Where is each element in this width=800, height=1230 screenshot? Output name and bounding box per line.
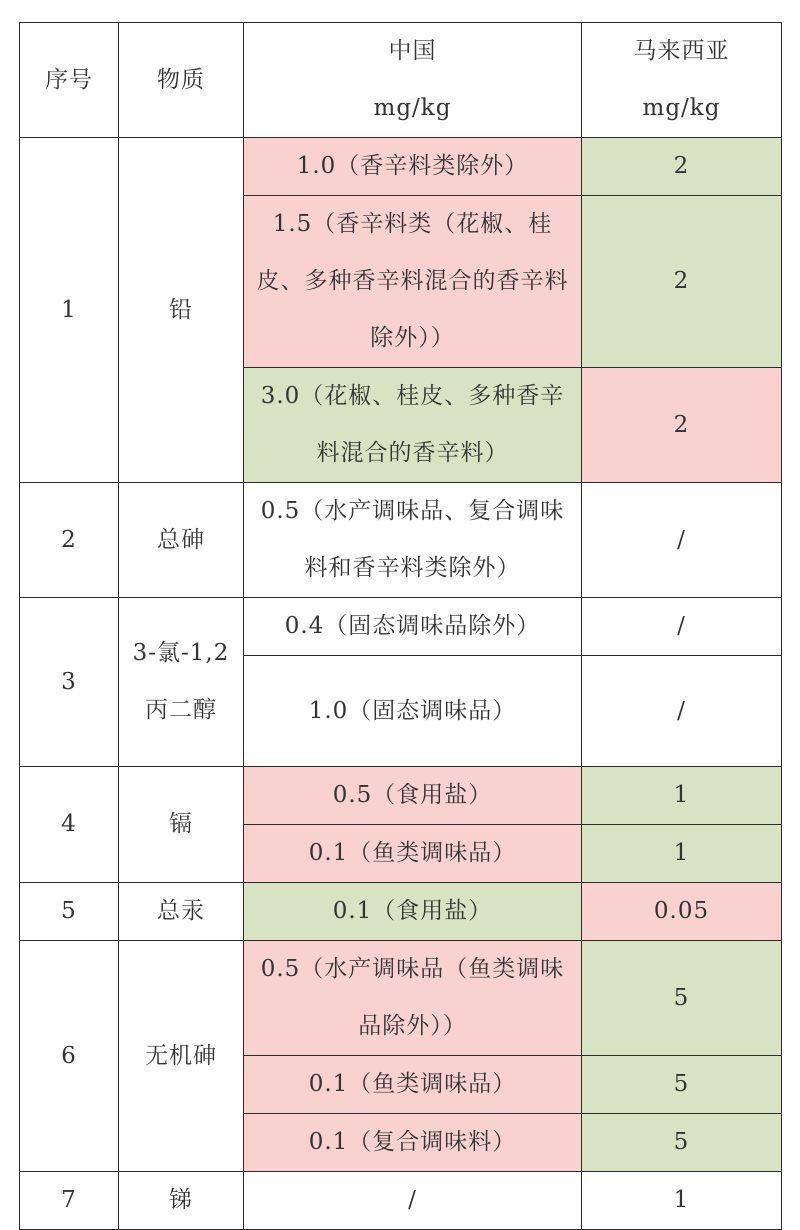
row-substance: 3-氯-1,2丙二醇: [119, 598, 244, 767]
header-china-unit: mg/kg: [373, 95, 452, 121]
row-substance: 铅: [119, 138, 244, 483]
table-wrapper: [19, 22, 782, 1230]
row-index: 4: [20, 767, 119, 883]
row-index: 7: [20, 1172, 119, 1230]
header-malaysia: [582, 23, 782, 138]
table-row: [20, 941, 782, 1056]
row-index: 2: [20, 483, 119, 598]
header-malaysia-unit: mg/kg: [642, 95, 721, 121]
table-row: [20, 138, 782, 196]
row-index: 5: [20, 883, 119, 941]
header-substance: 物质: [119, 23, 244, 138]
malaysia-limit-cell: 5: [582, 1056, 782, 1114]
header-china: [244, 23, 582, 138]
malaysia-limit-cell: /: [582, 598, 782, 656]
malaysia-limit-cell: 2: [582, 138, 782, 196]
table-row: [20, 598, 782, 656]
table-row: [20, 483, 782, 598]
row-substance: 无机砷: [119, 941, 244, 1172]
row-substance: 总汞: [119, 883, 244, 941]
china-limit-cell: 0.1（食用盐）: [244, 883, 582, 941]
table-row: [20, 767, 782, 825]
malaysia-limit-cell: 1: [582, 1172, 782, 1230]
china-limit-cell: 1.0（香辛料类除外）: [244, 138, 582, 196]
china-limit-cell: 1.5（香辛料类（花椒、桂皮、多种香辛料混合的香辛料除外））: [244, 196, 582, 368]
china-limit-cell: /: [244, 1172, 582, 1230]
table-row: [20, 883, 782, 941]
malaysia-limit-cell: /: [582, 483, 782, 598]
row-substance: 锑: [119, 1172, 244, 1230]
china-limit-cell: 0.5（水产调味品（鱼类调味品除外））: [244, 941, 582, 1056]
header-index: 序号: [20, 23, 119, 138]
malaysia-limit-cell: 1: [582, 767, 782, 825]
row-index: 1: [20, 138, 119, 483]
malaysia-limit-cell: 1: [582, 825, 782, 883]
malaysia-limit-cell: /: [582, 656, 782, 767]
china-limit-cell: 0.1（鱼类调味品）: [244, 1056, 582, 1114]
limits-comparison-table: [19, 22, 782, 1230]
malaysia-limit-cell: 0.05: [582, 883, 782, 941]
header-row: [20, 23, 782, 138]
china-limit-cell: 1.0（固态调味品）: [244, 656, 582, 767]
malaysia-limit-cell: 2: [582, 196, 782, 368]
header-malaysia-label: 马来西亚: [633, 38, 730, 64]
malaysia-limit-cell: 2: [582, 368, 782, 483]
china-limit-cell: 0.1（鱼类调味品）: [244, 825, 582, 883]
malaysia-limit-cell: 5: [582, 941, 782, 1056]
malaysia-limit-cell: 5: [582, 1114, 782, 1172]
china-limit-cell: 0.1（复合调味料）: [244, 1114, 582, 1172]
china-limit-cell: 0.5（食用盐）: [244, 767, 582, 825]
china-limit-cell: 0.4（固态调味品除外）: [244, 598, 582, 656]
china-limit-cell: 3.0（花椒、桂皮、多种香辛料混合的香辛料）: [244, 368, 582, 483]
row-index: 3: [20, 598, 119, 767]
china-limit-cell: 0.5（水产调味品、复合调味料和香辛料类除外）: [244, 483, 582, 598]
row-substance: 总砷: [119, 483, 244, 598]
header-china-label: 中国: [388, 38, 437, 64]
row-index: 6: [20, 941, 119, 1172]
row-substance: 镉: [119, 767, 244, 883]
table-row: [20, 1172, 782, 1230]
